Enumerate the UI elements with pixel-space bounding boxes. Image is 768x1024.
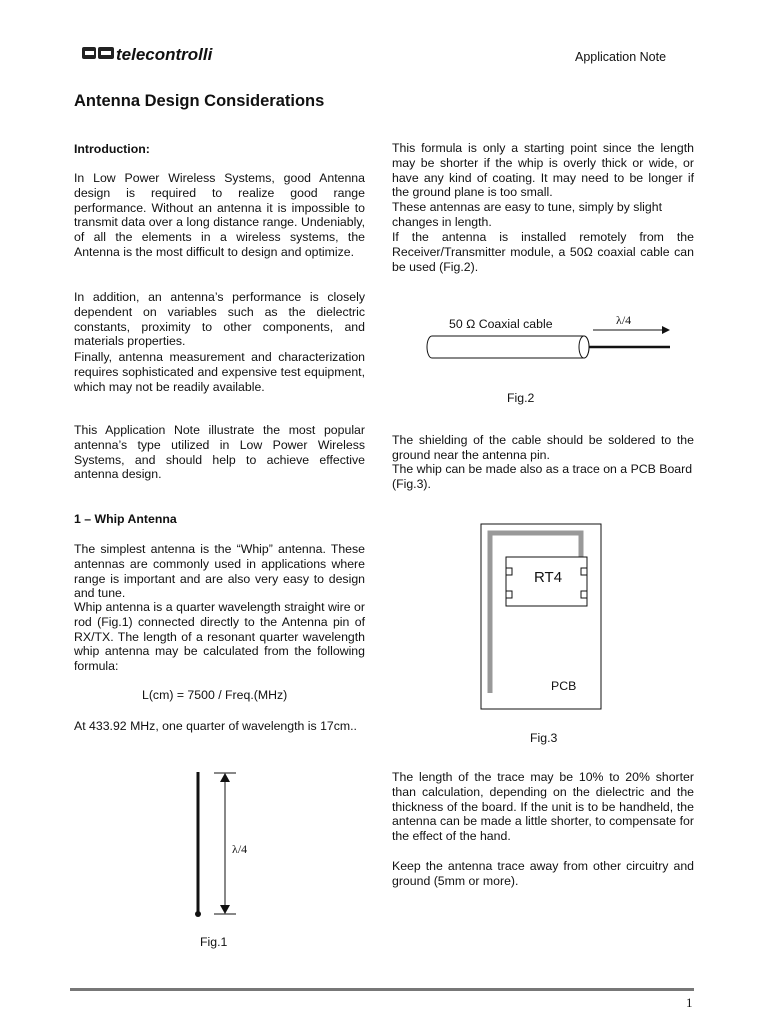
fig2-dimension-label: λ/4 [616, 313, 632, 327]
whip-definition-paragraph: Whip antenna is a quarter wavelength straight wire or rod (Fig.1) connected directly to the Antenna pin of RX/TX. The length of a resonant quarter wavelength whip antenna may be calculated from the following formula: [74, 600, 365, 674]
coax-cable-body [427, 336, 589, 358]
fig1-dimension-label: λ/4 [232, 842, 248, 856]
remote-install-paragraph: If the antenna is installed remotely from the Receiver/Transmitter module, a 50Ω coaxial cable can be used (Fig.2). [392, 230, 694, 274]
module-pad [581, 568, 587, 575]
formula-note-paragraph: This formula is only a starting point since the length may be shorter if the whip is overly thick or wide, or have any kind of coating. It may need to be longer if the ground plane is too small. [392, 141, 694, 200]
whip-heading: 1 – Whip Antenna [74, 512, 177, 526]
fig3-pcb-label: PCB [551, 679, 577, 693]
antenna-pin [195, 911, 201, 917]
intro-paragraph: In Low Power Wireless Systems, good Antenna design is required to realize good range performance. Without an antenna it is impossible to transmit data over a long distance range. Undeniably, of all the elements in a wireless systems, the Antenna is the most difficult to design and optimize. [74, 171, 365, 259]
fig2-caption: Fig.2 [507, 391, 535, 405]
purpose-paragraph: This Application Note illustrate the most popular antenna’s type utilized in Low Power Wireless Systems, and should help to achieve effective antenna design. [74, 423, 365, 482]
frequency-paragraph: At 433.92 MHz, one quarter of wavelength is 17cm.. [74, 719, 357, 733]
fig3-caption: Fig.3 [530, 731, 558, 745]
fig2-cable-label: 50 Ω Coaxial cable [449, 317, 553, 331]
fig1-caption: Fig.1 [200, 935, 228, 949]
company-name: telecontrolli [116, 45, 213, 64]
page-number: 1 [686, 995, 693, 1010]
whip-intro-paragraph: The simplest antenna is the “Whip” antenna. These antennas are commonly used in applications where range is important and are also very easy to design and tune. [74, 542, 365, 601]
page-title: Antenna Design Considerations [74, 92, 325, 110]
module-pad [506, 568, 512, 575]
telecontrolli-logo-icon [81, 44, 115, 62]
trace-length-paragraph: The length of the trace may be 10% to 20% shorter than calculation, depending on the dielectric and the thickness of the board. If the unit is to be handheld, the antenna can be made a little shorter, to compensate for the effect of the hand. [392, 770, 694, 844]
rt4-module-label: RT4 [534, 569, 563, 586]
dim-arrow-down [220, 905, 230, 914]
performance-paragraph: In addition, an antenna’s performance is closely dependent on variables such as the dielectric constants, proximity to other components, and materials properties. [74, 290, 365, 349]
shielding-paragraph: The shielding of the cable should be soldered to the ground near the antenna pin. [392, 433, 694, 462]
dim-arrow-up [220, 773, 230, 782]
fig2-dim-arrow [662, 326, 670, 334]
measurement-paragraph: Finally, antenna measurement and characterization requires sophisticated and expensive test equipment, which may not be readily available. [74, 350, 365, 394]
length-formula: L(cm) = 7500 / Freq.(MHz) [142, 688, 288, 702]
coax-cable-end [579, 336, 589, 358]
footer-rule [70, 988, 694, 991]
module-pad [506, 591, 512, 598]
trace-clearance-paragraph: Keep the antenna trace away from other circuitry and ground (5mm or more). [392, 859, 694, 888]
module-pad [581, 591, 587, 598]
doc-type: Application Note [575, 50, 667, 64]
pcb-trace-paragraph: The whip can be made also as a trace on a PCB Board (Fig.3). [392, 462, 693, 491]
tuning-paragraph: These antennas are easy to tune, simply by slight changes in length. [392, 200, 662, 229]
intro-heading: Introduction: [74, 142, 150, 156]
fig3-pcb-diagram [480, 523, 604, 713]
